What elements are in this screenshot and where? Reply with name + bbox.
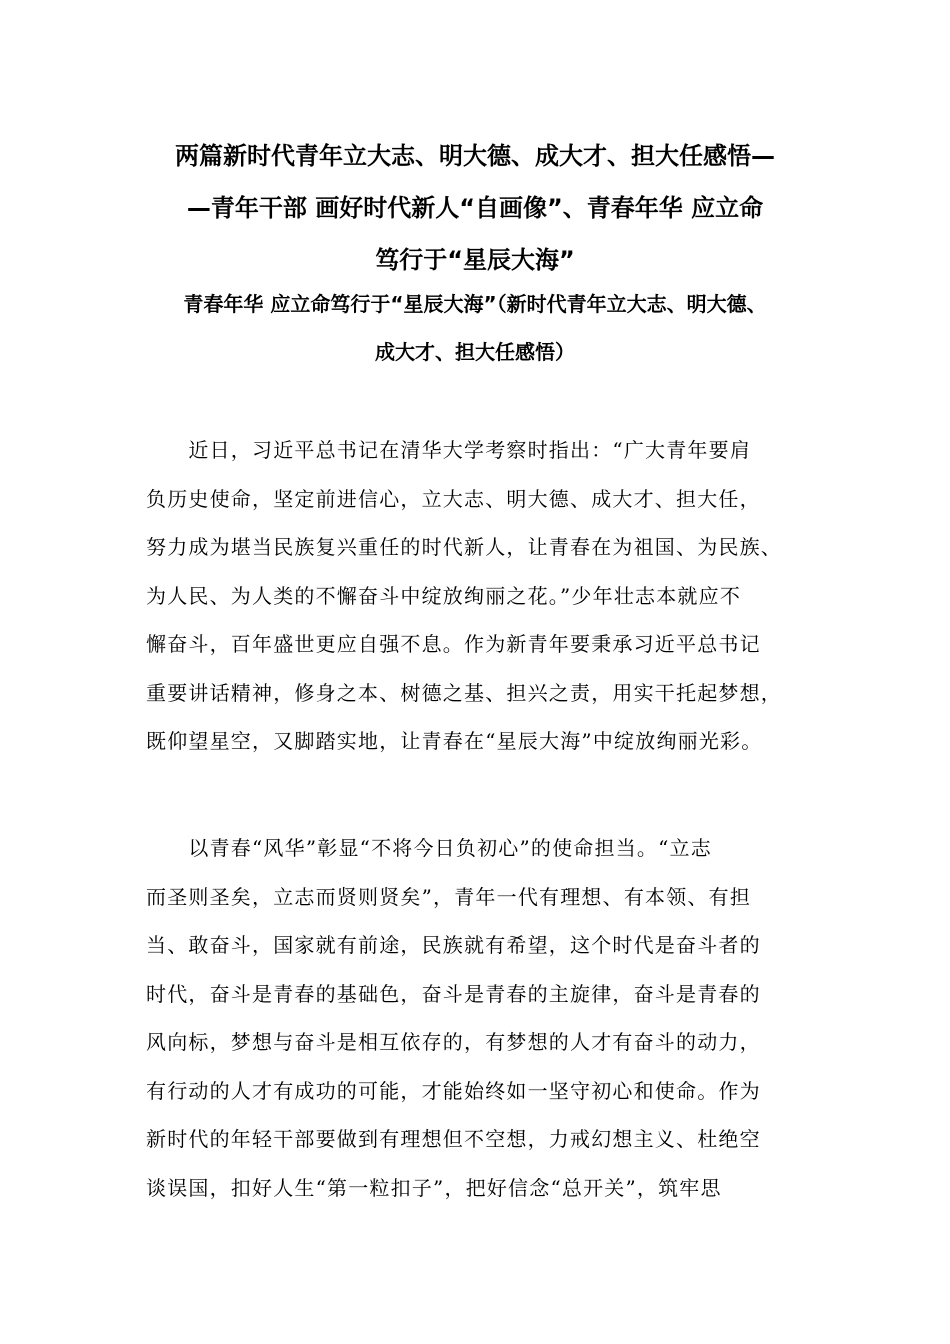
- paragraph-line: 近日，习近平总书记在清华大学考察时指出：“广大青年要肩: [146, 438, 752, 462]
- paragraph-2: [146, 824, 806, 1212]
- title-line-1: 两篇新时代青年立大志、明大德、成大才、担大任感悟—: [175, 142, 775, 170]
- paragraph-line: 有行动的人才有成功的可能，才能始终如一坚守初心和使命。作为: [146, 1078, 761, 1103]
- paragraph-1: [146, 426, 806, 766]
- paragraph-line: 谈误国，扣好人生“第一粒扣子”，把好信念“总开关”，筑牢思: [146, 1175, 722, 1200]
- title-line-3: 笃行于“星辰大海”: [375, 246, 575, 274]
- paragraph-line: 懈奋斗，百年盛世更应自强不息。作为新青年要秉承习近平总书记: [146, 632, 761, 656]
- paragraph-line: 而圣则圣矣，立志而贤则贤矣”，青年一代有理想、有本领、有担: [146, 884, 752, 909]
- paragraph-line: 努力成为堪当民族复兴重任的时代新人，让青春在为祖国、为民族、: [146, 535, 782, 559]
- paragraph-line: 以青春“风华”彰显“不将今日负初心”的使命担当。“立志: [146, 836, 712, 860]
- subtitle-line-1: 青春年华 应立命笃行于“星辰大海”（新时代青年立大志、明大德、: [183, 292, 767, 316]
- paragraph-line: 新时代的年轻干部要做到有理想但不空想，力戒幻想主义、杜绝空: [146, 1127, 761, 1151]
- paragraph-line: 负历史使命，坚定前进信心，立大志、明大德、成大才、担大任，: [146, 486, 761, 511]
- title-line-2: —青年干部 画好时代新人“自画像”、青春年华 应立命: [186, 194, 764, 222]
- paragraph-line: 重要讲话精神，修身之本、树德之基、担兴之责，用实干托起梦想，: [146, 680, 782, 705]
- document-subtitle: [110, 280, 840, 376]
- paragraph-line: 时代，奋斗是青春的基础色，奋斗是青春的主旋律，奋斗是青春的: [146, 981, 761, 1006]
- paragraph-line: 为人民、为人类的不懈奋斗中绽放绚丽之花。”少年壮志本就应不: [146, 583, 742, 608]
- document-title: [110, 130, 840, 286]
- paragraph-line: 既仰望星空，又脚踏实地，让青春在“星辰大海”中绽放绚丽光彩。: [146, 729, 763, 753]
- paragraph-line: 风向标，梦想与奋斗是相互依存的，有梦想的人才有奋斗的动力，: [146, 1030, 761, 1054]
- subtitle-line-2: 成大才、担大任感悟）: [375, 340, 575, 364]
- paragraph-line: 当、敢奋斗，国家就有前途，民族就有希望，这个时代是奋斗者的: [146, 933, 761, 957]
